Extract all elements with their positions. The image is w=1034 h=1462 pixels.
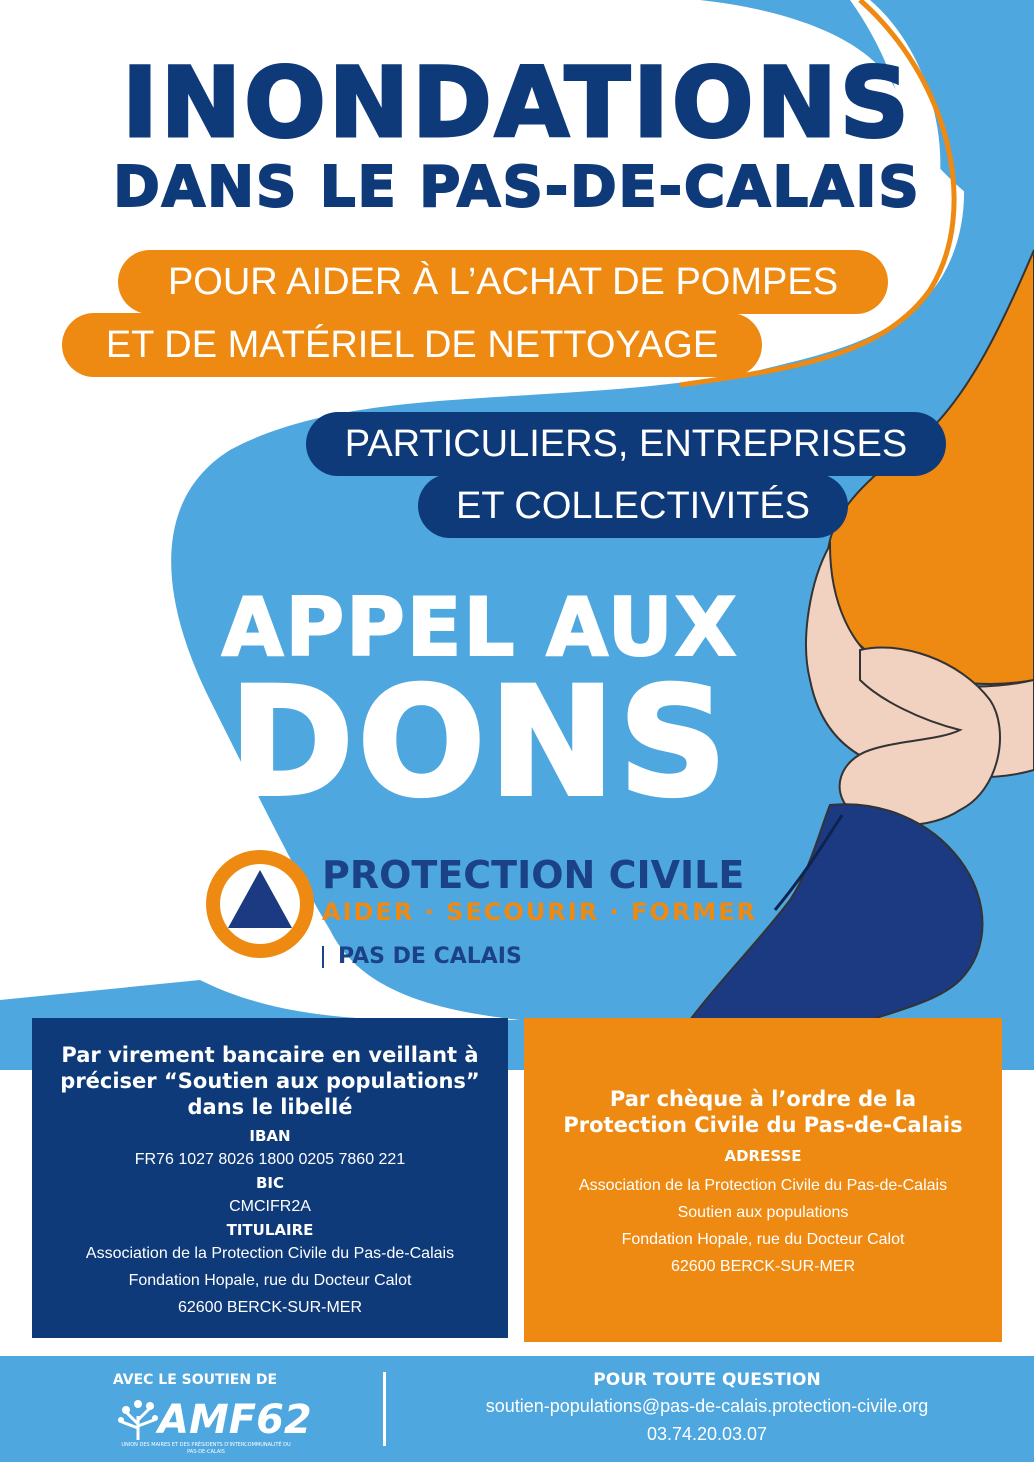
question-label: POUR TOUTE QUESTION	[593, 1370, 821, 1390]
title-inondations: INONDATIONS	[122, 47, 912, 159]
bank-transfer-box	[32, 1018, 508, 1338]
audience-pill-1: PARTICULIERS, ENTREPRISES	[306, 412, 946, 476]
cheque-heading-1: Par chèque à l’ordre de la	[609, 1087, 917, 1111]
amf62-tree-icon	[116, 1396, 160, 1442]
audience-pill-2: ET COLLECTIVITÉS	[418, 474, 848, 538]
address-line-3: Fondation Hopale, rue du Docteur Calot	[621, 1231, 905, 1248]
purpose-pill-1: POUR AIDER À L’ACHAT DE POMPES	[118, 250, 888, 314]
logo-department: PAS DE CALAIS	[322, 946, 522, 968]
appeal-heading: APPEL AUX	[221, 581, 739, 674]
support-label: AVEC LE SOUTIEN DE	[112, 1372, 278, 1388]
address-line-1: Association de la Protection Civile du Pas-de-Calais	[578, 1177, 948, 1194]
transfer-heading-3: dans le libellé	[187, 1095, 353, 1119]
dons-heading: DONS	[229, 656, 731, 830]
holder-label: TITULAIRE	[226, 1221, 314, 1239]
address-line-2: Soutien aux populations	[677, 1204, 849, 1221]
footer-divider	[383, 1372, 386, 1446]
amf62-logo: AMF62	[158, 1397, 312, 1443]
contact-phone[interactable]: 03.74.20.03.07	[646, 1424, 768, 1444]
cheque-heading-2: Protection Civile du Pas-de-Calais	[563, 1113, 963, 1137]
purpose-pill-2: ET DE MATÉRIEL DE NETTOYAGE	[62, 313, 762, 377]
cheque-box	[524, 1018, 1002, 1342]
bic-label: BIC	[255, 1174, 285, 1192]
iban-label: IBAN	[249, 1127, 291, 1145]
protection-civile-logo-icon	[204, 848, 316, 960]
bic-value: CMCIFR2A	[229, 1198, 311, 1215]
holder-line-2: Fondation Hopale, rue du Docteur Calot	[128, 1272, 412, 1289]
address-label: ADRESSE	[724, 1147, 802, 1165]
title-pas-de-calais: DANS LE PAS-DE-CALAIS	[113, 155, 921, 220]
address-line-4: 62600 BERCK-SUR-MER	[670, 1258, 856, 1275]
logo-tagline: AIDER · SECOURIR · FORMER	[322, 898, 758, 926]
transfer-heading-2: préciser “Soutien aux populations”	[60, 1069, 480, 1093]
logo-name: PROTECTION CIVILE	[322, 853, 745, 897]
iban-value: FR76 1027 8026 1800 0205 7860 221	[134, 1151, 406, 1168]
holder-line-1: Association de la Protection Civile du Pas-de-Calais	[85, 1245, 455, 1262]
holder-line-3: 62600 BERCK-SUR-MER	[177, 1299, 363, 1316]
transfer-heading-1: Par virement bancaire en veillant à	[61, 1043, 479, 1067]
contact-email[interactable]: soutien-populations@pas-de-calais.protection-civile.org	[485, 1396, 929, 1416]
amf62-subtitle: UNION DES MAIRES ET DES PRÉSIDENTS D'INTERCOMMUNALITÉ DU PAS-DE-CALAIS	[121, 1442, 291, 1455]
